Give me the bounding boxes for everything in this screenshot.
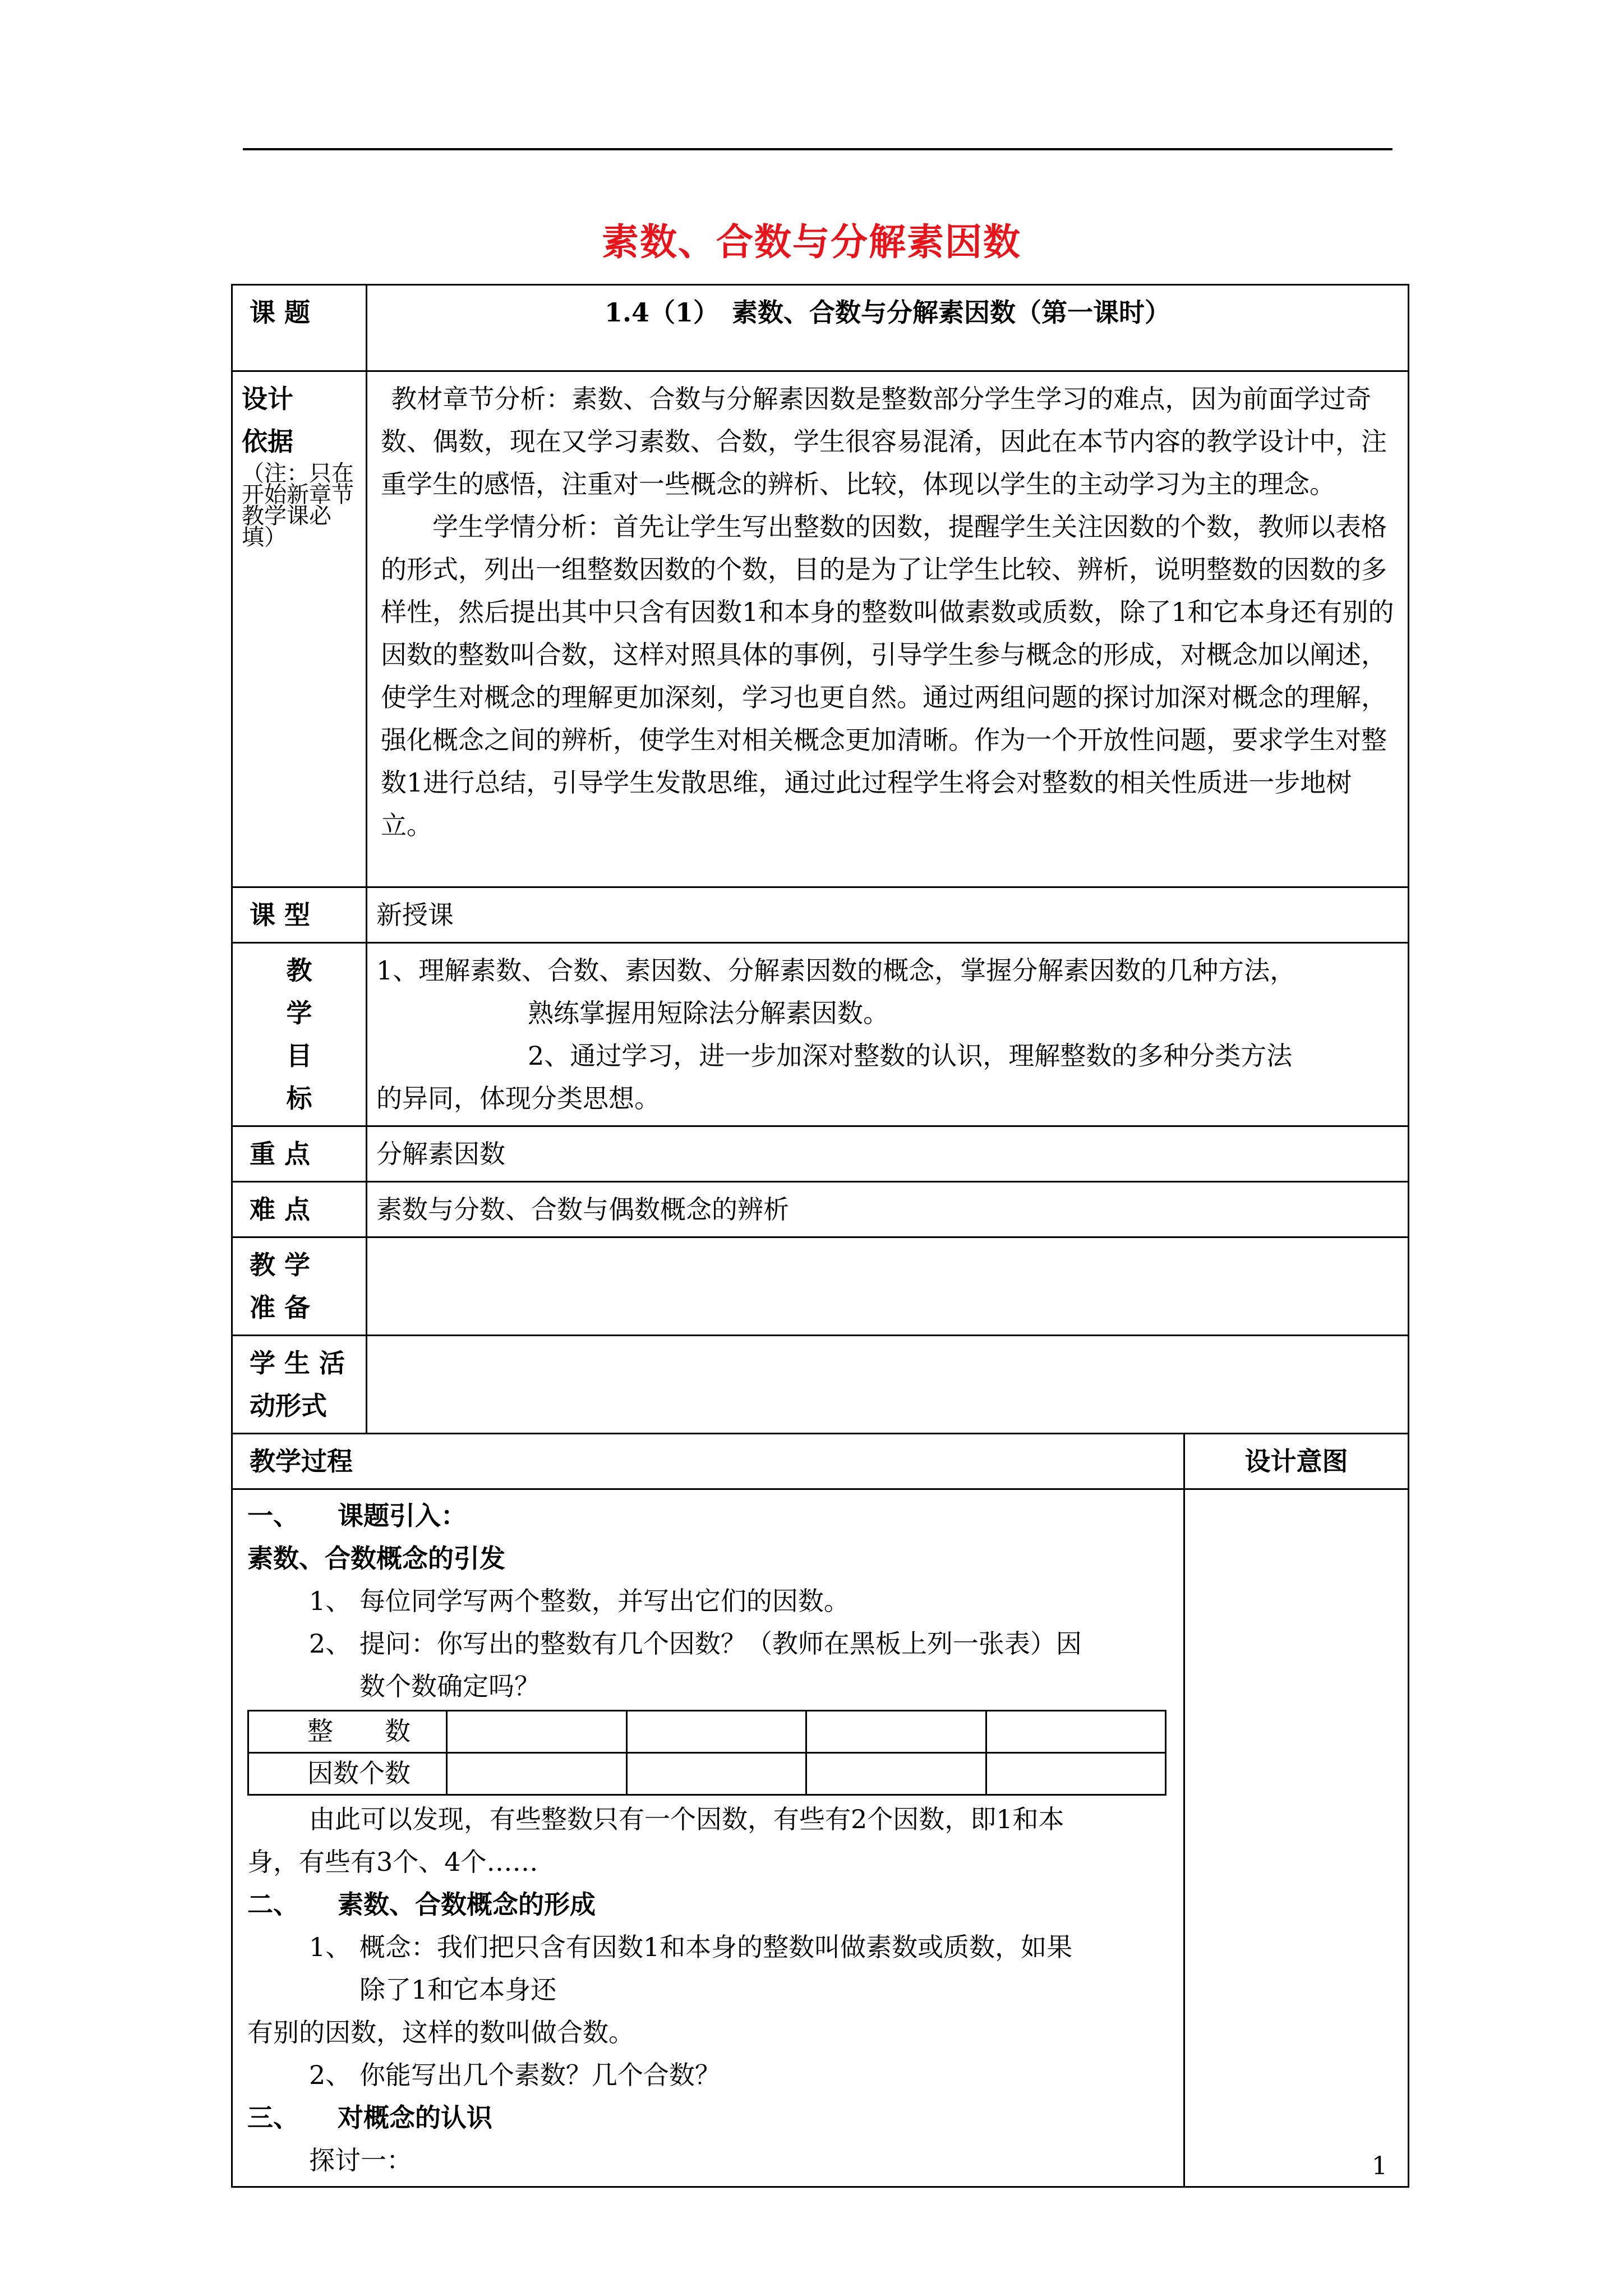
goal-label-char: 学: [286, 998, 312, 1028]
document-title: 素数、合数与分解素因数: [602, 220, 1021, 264]
s1-subheading: 素数、合数概念的引发: [247, 1543, 505, 1573]
s2-item-1c: 有别的因数，这样的数叫做合数。: [247, 2017, 634, 2047]
goal-2b: 的异同，体现分类思想。: [376, 1083, 660, 1114]
page-number: 1: [1372, 2152, 1387, 2180]
key-row: [232, 1126, 1409, 1182]
design-note: （注：只在开始新章节教学课必填）: [242, 461, 354, 550]
s2-heading: 二、 素数、合数概念的形成: [247, 1889, 596, 1920]
design-label-2: 依据: [242, 426, 293, 457]
goal-label-char: 教: [286, 955, 312, 986]
s3-discussion: 探讨一：: [309, 2145, 412, 2175]
table-row-label: 整 数: [248, 1711, 447, 1753]
activity-label: [232, 1336, 367, 1434]
table-cell: [626, 1711, 806, 1753]
table-cell: [986, 1711, 1166, 1753]
goal-label-char: 标: [286, 1083, 312, 1114]
s2-item-1b: 除了1和它本身还: [359, 1975, 557, 2005]
goal-row: [232, 943, 1409, 1126]
design-row: [232, 371, 1409, 887]
difficult-label: 难 点: [232, 1182, 367, 1237]
goal-content: [367, 943, 1409, 1126]
table-cell: [806, 1753, 986, 1795]
design-label-1: 设计: [242, 384, 293, 414]
topic-value: 1.4（1） 素数、合数与分解素因数（第一课时）: [367, 285, 1409, 371]
design-para-2: 学生学情分析：首先让学生写出整数的因数，提醒学生关注因数的个数，教师以表格的形式，列出一组整数因数的个数，目的是为了让学生比较、辨析，说明整数的因数的多样性，然后提出其中只含有因数1和本身的整数叫做素数或质数，除了1和它本身还有别的因数的整数叫合数，这样对照具体的事例，引导学生参与概念的形成，对概念加以阐述，使学生对概念的理解更加深刻，学习也更自然。通过两组问题的探讨加深对概念的理解，强化概念之间的辨析，使学生对相关概念更加清晰。作为一个开放性问题，要求学生对整数1进行总结，引导学生发散思维，通过此过程学生将会对整数的相关性质进一步地树立。: [381, 512, 1394, 840]
topic-row: [232, 285, 1409, 371]
prep-row: [232, 1237, 1409, 1336]
table-cell: [447, 1753, 627, 1795]
process-content: [232, 1489, 1184, 2187]
table-cell: [806, 1711, 986, 1753]
goal-1b: 熟练掌握用短除法分解素因数。: [528, 998, 889, 1028]
goal-label-char: 目: [286, 1041, 312, 1071]
table-row: [248, 1753, 1166, 1795]
prep-label-1: 教 学: [250, 1250, 311, 1280]
table-cell: [986, 1753, 1166, 1795]
process-body-row: [232, 1489, 1409, 2187]
s3-heading: 三、 对概念的认识: [247, 2102, 492, 2133]
table-cell: [626, 1753, 806, 1795]
goal-1a: 1、理解素数、合数、素因数、分解素因数的概念，掌握分解素因数的几种方法，: [376, 955, 1296, 986]
process-header-row: [232, 1434, 1409, 1489]
type-label: 课 型: [232, 887, 367, 943]
lesson-plan-table: [231, 284, 1409, 2188]
table-cell: [447, 1711, 627, 1753]
process-header: 教学过程: [232, 1434, 1184, 1489]
table-row: [248, 1711, 1166, 1753]
s2-item-2: 2、 你能写出几个素数？几个合数？: [309, 2060, 721, 2090]
goal-2a: 2、通过学习，进一步加深对整数的认识，理解整数的多种分类方法: [528, 1041, 1293, 1071]
design-para-1: 教材章节分析：素数、合数与分解素因数是整数部分学生学习的难点，因为前面学过奇数、偶数，现在又学习素数、合数，学生很容易混淆，因此在本节内容的教学设计中，注重学生的感悟，注重对一些概念的辨析、比较，体现以学生的主动学习为主的理念。: [381, 384, 1387, 499]
intent-content: [1184, 1489, 1409, 2187]
factor-count-table: [247, 1710, 1166, 1796]
activity-row: [232, 1336, 1409, 1434]
activity-label-2: 动形式: [250, 1391, 327, 1421]
topic-label: 课 题: [232, 285, 367, 371]
s1-item-2b: 数个数确定吗？: [359, 1671, 540, 1701]
table-row-label: 因数个数: [248, 1753, 447, 1795]
s1-heading: 一、 课题引入：: [247, 1501, 467, 1531]
s1-item-2a: 2、 提问：你写出的整数有几个因数？（教师在黑板上列一张表）因: [309, 1628, 1082, 1659]
s1-item-1: 1、 每位同学写两个整数，并写出它们的因数。: [309, 1586, 850, 1616]
type-row: [232, 887, 1409, 943]
design-content: [367, 371, 1409, 887]
difficult-value: 素数与分数、合数与偶数概念的辨析: [367, 1182, 1409, 1237]
prep-label: [232, 1237, 367, 1336]
goal-label: [232, 943, 367, 1126]
s1-observation-b: 身，有些有3个、4个……: [247, 1847, 538, 1877]
key-label: 重 点: [232, 1126, 367, 1182]
prep-label-2: 准 备: [250, 1292, 311, 1323]
intent-header: 设计意图: [1184, 1434, 1409, 1489]
type-value: 新授课: [367, 887, 1409, 943]
activity-value: [367, 1336, 1409, 1434]
header-rule: [243, 148, 1393, 150]
design-label-cell: [232, 371, 367, 887]
difficult-row: [232, 1182, 1409, 1237]
prep-value: [367, 1237, 1409, 1336]
s1-observation-a: 由此可以发现，有些整数只有一个因数，有些有2个因数，即1和本: [309, 1804, 1064, 1834]
s2-item-1a: 1、 概念：我们把只含有因数1和本身的整数叫做素数或质数，如果: [309, 1932, 1073, 1962]
key-value: 分解素因数: [367, 1126, 1409, 1182]
activity-label-1: 学 生 活: [250, 1348, 345, 1378]
